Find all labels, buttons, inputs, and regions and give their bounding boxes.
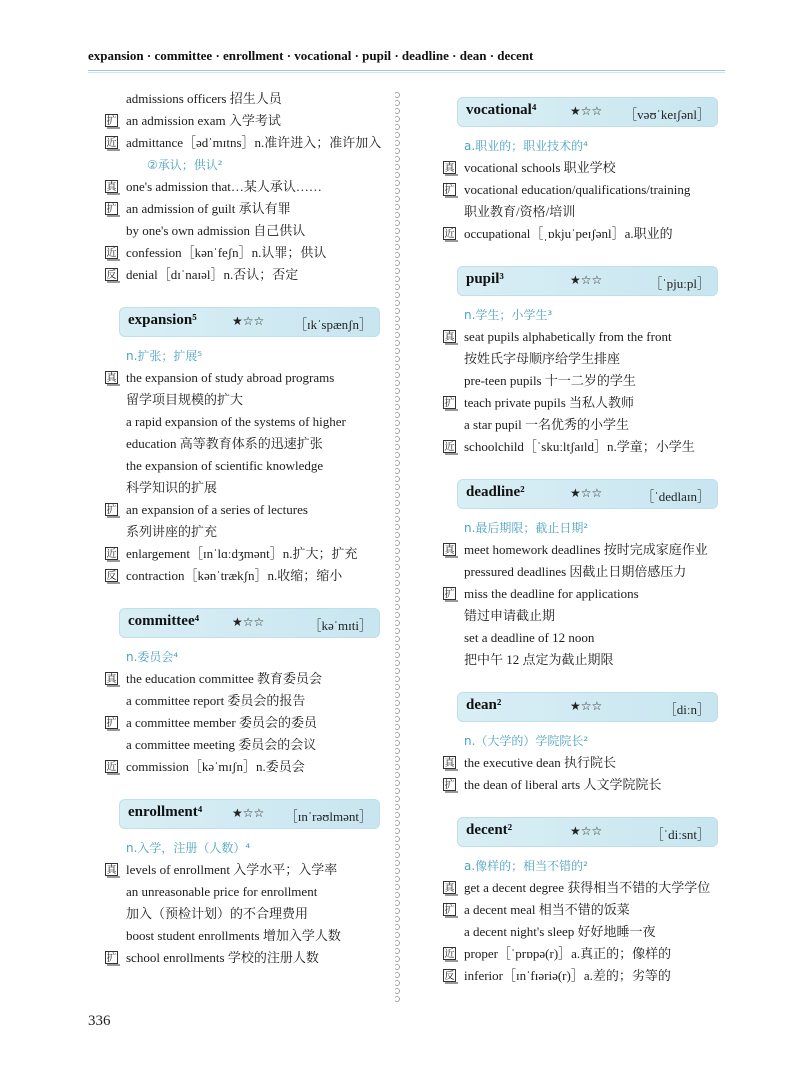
example-text: meet homework deadlines 按时完成家庭作业 bbox=[464, 542, 708, 557]
headword: pupil³ bbox=[466, 271, 504, 287]
example-line: 按姓氏字母顺序给学生排座 bbox=[464, 351, 621, 366]
entry-spacer bbox=[443, 458, 718, 470]
frequency-stars: ★☆☆ bbox=[570, 486, 603, 500]
frequency-stars: ★☆☆ bbox=[570, 273, 603, 287]
entry-headword-card bbox=[119, 799, 380, 829]
example-line bbox=[443, 223, 718, 245]
example-text: inferior［ɪnˈfɪəriə(r)］a.差的；劣等的 bbox=[464, 968, 671, 983]
category-tag-icon: 真 bbox=[444, 332, 455, 343]
category-tag-icon: 近 bbox=[106, 549, 117, 560]
example-text: the dean of liberal arts 人文学院院长 bbox=[464, 777, 662, 792]
category-tag-icon: 近 bbox=[444, 949, 455, 960]
category-tag-icon: 扩 bbox=[106, 953, 117, 964]
headword: expansion⁵ bbox=[128, 312, 197, 328]
example-line bbox=[105, 176, 380, 198]
category-tag-icon: 近 bbox=[106, 138, 117, 149]
example-line bbox=[443, 752, 718, 774]
category-tag-icon: 反 bbox=[444, 971, 455, 982]
headword: deadline² bbox=[466, 484, 525, 500]
header-rule-secondary bbox=[88, 72, 725, 73]
example-text: an admission exam 入学考试 bbox=[126, 113, 281, 128]
example-line bbox=[105, 565, 380, 587]
category-tag-icon: 近 bbox=[106, 762, 117, 773]
example-line: pressured deadlines 因截止日期倍感压力 bbox=[464, 564, 687, 579]
column-divider bbox=[395, 92, 403, 1004]
headword: enrollment⁴ bbox=[128, 804, 203, 820]
category-tag-icon: 真 bbox=[444, 883, 455, 894]
category-tag-icon: 扩 bbox=[106, 116, 117, 127]
example-line bbox=[443, 539, 718, 561]
phonetic: ［ˈdedlaɪn］ bbox=[641, 489, 710, 504]
example-line: 错过申请截止期 bbox=[464, 608, 556, 623]
sense-definition: a.像样的；相当不错的² bbox=[464, 859, 588, 873]
example-text: proper［ˈprɒpə(r)］a.真正的；像样的 bbox=[464, 946, 672, 961]
entry-headword-card bbox=[457, 817, 718, 847]
example-text: the expansion of study abroad programs bbox=[126, 370, 335, 385]
category-tag-icon: 扩 bbox=[106, 718, 117, 729]
entry-headword-card bbox=[457, 479, 718, 509]
example-line: 把中午 12 点定为截止期限 bbox=[464, 652, 614, 667]
sense-definition: n.扩张；扩展⁵ bbox=[126, 349, 203, 363]
sense-definition: n.入学，注册（人数）⁴ bbox=[126, 841, 251, 855]
example-line: a star pupil 一名优秀的小学生 bbox=[464, 417, 630, 432]
entry-spacer bbox=[105, 778, 380, 790]
example-text: one's admission that…某人承认…… bbox=[126, 179, 322, 194]
example-text: levels of enrollment 入学水平；入学率 bbox=[126, 862, 338, 877]
category-tag-icon: 扩 bbox=[106, 505, 117, 516]
phonetic: ［ɪnˈrəʊlmənt］ bbox=[284, 809, 372, 824]
sense-definition: n.（大学的）学院院长² bbox=[464, 734, 589, 748]
example-text: commission［kəˈmɪʃn］n.委员会 bbox=[126, 759, 305, 774]
phonetic: ［ˈdiːsnt］ bbox=[650, 827, 710, 842]
example-text: seat pupils alphabetically from the front bbox=[464, 329, 672, 344]
example-line: a committee meeting 委员会的会议 bbox=[126, 737, 317, 752]
phonetic: ［diːn］ bbox=[663, 702, 710, 717]
category-tag-icon: 真 bbox=[106, 674, 117, 685]
example-line bbox=[105, 264, 380, 286]
entry-spacer bbox=[105, 587, 380, 599]
entry-spacer bbox=[443, 796, 718, 808]
category-tag-icon: 扩 bbox=[444, 185, 455, 196]
category-tag-icon: 扩 bbox=[106, 204, 117, 215]
headword: vocational⁴ bbox=[466, 102, 537, 118]
sense-definition: n.最后期限；截止日期² bbox=[464, 521, 589, 535]
right-column bbox=[443, 88, 718, 987]
example-text: teach private pupils 当私人教师 bbox=[464, 395, 635, 410]
example-text: an admission of guilt 承认有罪 bbox=[126, 201, 291, 216]
example-line bbox=[443, 157, 718, 179]
example-line bbox=[443, 877, 718, 899]
example-line: a committee report 委员会的报告 bbox=[126, 693, 306, 708]
example-line bbox=[443, 436, 718, 458]
example-text: the education committee 教育委员会 bbox=[126, 671, 323, 686]
example-text: miss the deadline for applications bbox=[464, 586, 639, 601]
running-header: expansion · committee · enrollment · vocational · pupil · deadline · dean · decent bbox=[88, 48, 534, 63]
example-line bbox=[105, 543, 380, 565]
entry-headword-card bbox=[457, 266, 718, 296]
example-line bbox=[443, 583, 718, 605]
headword: dean² bbox=[466, 697, 502, 713]
example-text: an expansion of a series of lectures bbox=[126, 502, 308, 517]
phonetic: ［ˈpjuːpl］ bbox=[649, 276, 710, 291]
category-tag-icon: 扩 bbox=[444, 589, 455, 600]
example-text: admittance［ədˈmɪtns］n.准许进入；准许加入 bbox=[126, 135, 382, 150]
example-text: vocational schools 职业学校 bbox=[464, 160, 616, 175]
example-line bbox=[105, 110, 380, 132]
phonetic: ［ɪkˈspænʃn］ bbox=[293, 317, 372, 332]
example-line bbox=[105, 668, 380, 690]
example-text: get a decent degree 获得相当不错的大学学位 bbox=[464, 880, 711, 895]
frequency-stars: ★☆☆ bbox=[570, 824, 603, 838]
example-line: education 高等教育体系的迅速扩张 bbox=[126, 436, 323, 451]
example-line bbox=[443, 392, 718, 414]
headword: decent² bbox=[466, 822, 513, 838]
category-tag-icon: 反 bbox=[106, 571, 117, 582]
sense-definition: ②承认；供认² bbox=[147, 158, 223, 172]
category-tag-icon: 真 bbox=[444, 545, 455, 556]
example-line bbox=[443, 965, 718, 987]
phonetic: ［kəˈmɪti］ bbox=[308, 618, 372, 633]
example-line: set a deadline of 12 noon bbox=[464, 630, 595, 645]
phonetic: ［vəʊˈkeɪʃənl］ bbox=[624, 107, 710, 122]
example-line bbox=[443, 943, 718, 965]
example-line bbox=[105, 859, 380, 881]
example-text: a committee member 委员会的委员 bbox=[126, 715, 317, 730]
entry-spacer bbox=[443, 245, 718, 257]
example-text: a decent meal 相当不错的饭菜 bbox=[464, 902, 630, 917]
entry-spacer bbox=[443, 671, 718, 683]
category-tag-icon: 真 bbox=[106, 182, 117, 193]
example-line bbox=[443, 899, 718, 921]
sense-definition: n.学生；小学生³ bbox=[464, 308, 553, 322]
example-line bbox=[105, 947, 380, 969]
frequency-stars: ★☆☆ bbox=[232, 806, 265, 820]
category-tag-icon: 真 bbox=[106, 865, 117, 876]
example-line: a rapid expansion of the systems of higher bbox=[126, 414, 346, 429]
frequency-stars: ★☆☆ bbox=[232, 615, 265, 629]
category-tag-icon: 真 bbox=[444, 758, 455, 769]
category-tag-icon: 近 bbox=[444, 229, 455, 240]
example-line bbox=[105, 242, 380, 264]
example-text: occupational［ˌɒkjuˈpeɪʃənl］a.职业的 bbox=[464, 226, 673, 241]
left-column bbox=[105, 88, 380, 969]
example-text: schoolchild［ˈskuːltʃaɪld］n.学童；小学生 bbox=[464, 439, 695, 454]
entry-spacer bbox=[105, 286, 380, 298]
example-line bbox=[105, 132, 380, 154]
example-line: an unreasonable price for enrollment bbox=[126, 884, 318, 899]
example-line: 职业教育/资格/培训 bbox=[464, 204, 576, 219]
entry-headword-card bbox=[457, 97, 718, 127]
category-tag-icon: 真 bbox=[444, 163, 455, 174]
example-line bbox=[105, 756, 380, 778]
category-tag-icon: 近 bbox=[444, 442, 455, 453]
example-line bbox=[105, 198, 380, 220]
example-text: school enrollments 学校的注册人数 bbox=[126, 950, 319, 965]
frequency-stars: ★☆☆ bbox=[570, 104, 603, 118]
example-text: the executive dean 执行院长 bbox=[464, 755, 616, 770]
frequency-stars: ★☆☆ bbox=[232, 314, 265, 328]
sense-definition: a.职业的；职业技术的⁴ bbox=[464, 139, 588, 153]
example-line bbox=[105, 712, 380, 734]
sense-definition: n.委员会⁴ bbox=[126, 650, 179, 664]
example-line: 科学知识的扩展 bbox=[126, 480, 218, 495]
category-tag-icon: 近 bbox=[106, 248, 117, 259]
category-tag-icon: 扩 bbox=[444, 905, 455, 916]
example-text: vocational education/qualifications/training bbox=[464, 182, 691, 197]
headword: committee⁴ bbox=[128, 613, 200, 629]
example-text: denial［dɪˈnaɪəl］n.否认；否定 bbox=[126, 267, 299, 282]
category-tag-icon: 真 bbox=[106, 373, 117, 384]
example-line bbox=[443, 774, 718, 796]
example-line bbox=[443, 179, 718, 201]
example-line: 系列讲座的扩充 bbox=[126, 524, 218, 539]
entry-headword-card bbox=[119, 608, 380, 638]
example-line: a decent night's sleep 好好地睡一夜 bbox=[464, 924, 656, 939]
example-line: admissions officers 招生人员 bbox=[126, 91, 282, 106]
example-text: confession［kənˈfeʃn］n.认罪；供认 bbox=[126, 245, 327, 260]
example-line: 加入（预检计划）的不合理费用 bbox=[126, 906, 309, 921]
header-rule bbox=[88, 70, 725, 71]
example-line bbox=[443, 326, 718, 348]
example-line: 留学项目规模的扩大 bbox=[126, 392, 244, 407]
entry-headword-card bbox=[119, 307, 380, 337]
example-text: contraction［kənˈtrækʃn］n.收缩；缩小 bbox=[126, 568, 343, 583]
example-line bbox=[105, 499, 380, 521]
example-line bbox=[105, 367, 380, 389]
example-text: enlargement［ɪnˈlɑːdʒmənt］n.扩大；扩充 bbox=[126, 546, 358, 561]
frequency-stars: ★☆☆ bbox=[570, 699, 603, 713]
page-number: 336 bbox=[88, 1013, 111, 1029]
example-line: boost student enrollments 增加入学人数 bbox=[126, 928, 341, 943]
category-tag-icon: 反 bbox=[106, 270, 117, 281]
category-tag-icon: 扩 bbox=[444, 780, 455, 791]
example-line: the expansion of scientific knowledge bbox=[126, 458, 324, 473]
example-line: pre-teen pupils 十一二岁的学生 bbox=[464, 373, 636, 388]
example-line: by one's own admission 自己供认 bbox=[126, 223, 306, 238]
entry-headword-card bbox=[457, 692, 718, 722]
category-tag-icon: 扩 bbox=[444, 398, 455, 409]
